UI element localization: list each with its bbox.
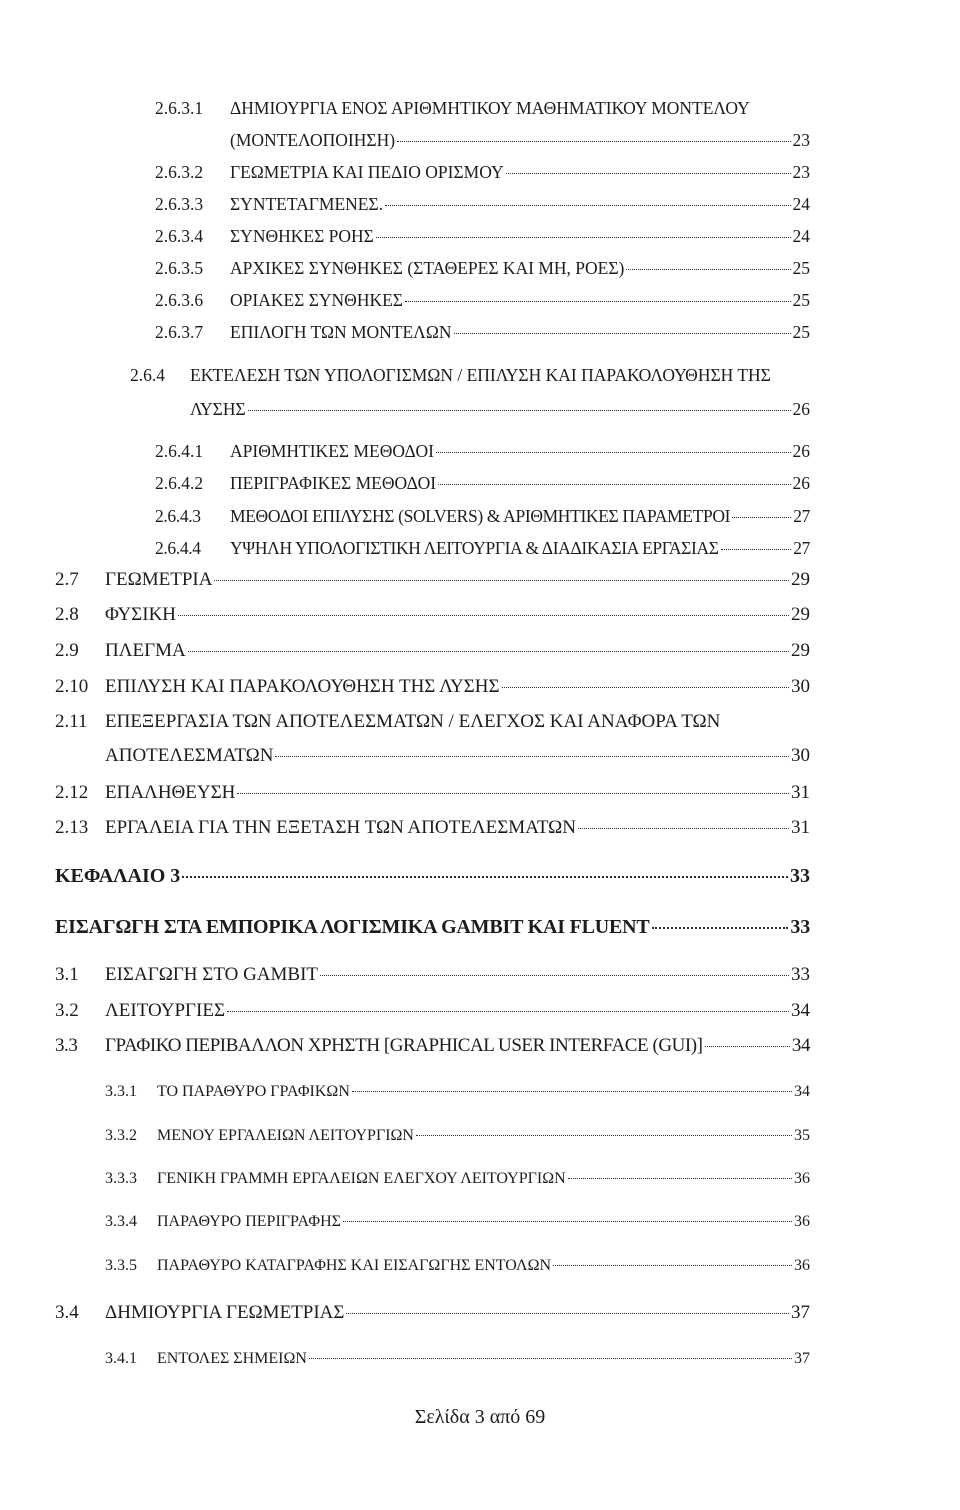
toc-entry-number: 3.4.1 [105, 1350, 137, 1367]
dot-leader [732, 517, 791, 518]
toc-entry-number: 2.9 [55, 640, 79, 661]
dot-leader [568, 1178, 792, 1179]
toc-entry [155, 161, 810, 183]
toc-entry-continuation [190, 398, 810, 420]
toc-entry-number: 3.3.1 [105, 1083, 137, 1100]
dot-leader [705, 1046, 790, 1047]
dot-leader [385, 205, 790, 206]
toc-entry [55, 711, 810, 733]
toc-entry [105, 1211, 810, 1233]
dot-leader [343, 1221, 792, 1222]
toc-entry-number: 2.10 [55, 676, 89, 697]
toc-entry-title: ΜΕΝΟΥ ΕΡΓΑΛΕΙΩΝ ΛΕΙΤΟΥΡΓΙΩΝ [157, 1127, 414, 1144]
toc-entry-page: 29 [791, 569, 810, 590]
toc-entry-title: ΕΡΓΑΛΕΙΑ ΓΙΑ ΤΗΝ ΕΞΕΤΑΣΗ ΤΩΝ ΑΠΟΤΕΛΕΣΜΑΤΩΝ [105, 817, 576, 838]
toc-entry-page: 33 [791, 964, 810, 985]
dot-leader [454, 333, 791, 334]
toc-entry-number: 2.12 [55, 782, 89, 803]
toc-entry-number: 3.3.3 [105, 1170, 137, 1187]
toc-entry-title: ΣΥΝΤΕΤΑΓΜΕΝΕΣ. [230, 194, 384, 214]
toc-entry-title: ΠΑΡΑΘΥΡΟ ΠΕΡΙΓΡΑΦΗΣ [157, 1213, 341, 1230]
toc-entry [105, 1348, 810, 1370]
toc-entry [55, 964, 810, 986]
dot-leader [436, 452, 791, 453]
toc-entry [155, 257, 810, 279]
toc-entry-number: 2.6.4.2 [155, 473, 204, 493]
toc-entry [155, 289, 810, 311]
toc-entry-title: ΑΡΙΘΜΗΤΙΚΕΣ ΜΕΘΟΔΟΙ [230, 441, 434, 461]
toc-entry-title-cont: ΛΥΣΗΣ [190, 399, 246, 419]
toc-entry-page: 37 [791, 1302, 810, 1323]
toc-entry-number: 2.13 [55, 817, 89, 838]
toc-entry [105, 1255, 810, 1277]
toc-entry-title: ΓΕΩΜΕΤΡΙΑ ΚΑΙ ΠΕΔΙΟ ΟΡΙΣΜΟΥ [230, 162, 504, 182]
toc-entry-number: 3.3.2 [105, 1127, 137, 1144]
toc-entry-continuation [230, 129, 810, 151]
toc-entry-number: 3.3 [55, 1035, 78, 1056]
dot-leader [578, 828, 789, 829]
toc-entry-page: 27 [793, 538, 810, 558]
toc-entry-title: ΥΨΗΛΗ ΥΠΟΛΟΓΙΣΤΙΚΗ ΛΕΙΤΟΥΡΓΙΑ & ΔΙΑΔΙΚΑΣΙΑ ΕΡΓΑΣΙΑΣ [230, 538, 719, 558]
dot-leader [214, 580, 789, 581]
toc-entry-page: 33 [790, 916, 810, 938]
toc-entry-page: 24 [792, 194, 810, 214]
dot-leader [502, 687, 789, 688]
toc-entry-page: 23 [792, 162, 810, 182]
toc-entry-title: ΑΡΧΙΚΕΣ ΣΥΝΘΗΚΕΣ (ΣΤΑΘΕΡΕΣ ΚΑΙ ΜΗ, ΡΟΕΣ) [230, 258, 625, 278]
dot-leader [721, 549, 792, 550]
toc-entry-number: 3.1 [55, 964, 79, 985]
toc-entry [155, 193, 810, 215]
toc-entry-number: 2.6.4 [130, 365, 165, 385]
toc-entry-page: 36 [794, 1257, 810, 1274]
toc-entry-page: 35 [794, 1127, 810, 1144]
toc-entry-page: 27 [793, 506, 810, 526]
toc-entry-title: ΦΥΣΙΚΗ [105, 604, 177, 625]
toc-entry-page: 29 [791, 640, 810, 661]
toc-entry-page: 29 [791, 604, 810, 625]
toc-chapter-entry [55, 865, 810, 887]
dot-leader [438, 484, 790, 485]
toc-entry-title: ΤΟ ΠΑΡΑΘΥΡΟ ΓΡΑΦΙΚΩΝ [157, 1083, 350, 1100]
dot-leader [405, 301, 791, 302]
dot-leader [652, 927, 789, 929]
toc-entry-title: ΓΡΑΦΙΚΟ ΠΕΡΙΒΑΛΛΟΝ ΧΡΗΣΤΗ [GRAPHICAL USER INTERFACE (GUI)] [105, 1035, 703, 1056]
toc-entry-title: ΕΠΕΞΕΡΓΑΣΙΑ ΤΩΝ ΑΠΟΤΕΛΕΣΜΑΤΩΝ / ΕΛΕΓΧΟΣ ΚΑΙ ΑΝΑΦΟΡΑ ΤΩΝ [105, 711, 721, 732]
toc-entry-number: 3.4 [55, 1302, 79, 1323]
toc-entry-title: ΠΕΡΙΓΡΑΦΙΚΕΣ ΜΕΘΟΔΟΙ [230, 473, 437, 493]
dot-leader [188, 651, 789, 652]
toc-entry-title: ΕΠΑΛΗΘΕΥΣΗ [105, 782, 236, 803]
toc-entry-page: 26 [792, 399, 810, 419]
dot-leader [275, 756, 789, 757]
page-footer: Σελίδα 3 από 69 [414, 1406, 546, 1428]
dot-leader [376, 237, 791, 238]
toc-entry-title: ΕΚΤΕΛΕΣΗ ΤΩΝ ΥΠΟΛΟΓΙΣΜΩΝ / ΕΠΙΛΥΣΗ ΚΑΙ ΠΑΡΑΚΟΛΟΥΘΗΣΗ ΤΗΣ [190, 365, 771, 385]
dot-leader [182, 876, 788, 878]
toc-entry-page: 24 [792, 226, 810, 246]
toc-entry-number: 2.6.3.3 [155, 194, 204, 214]
dot-leader [178, 615, 789, 616]
toc-entry-title: ΜΕΘΟΔΟΙ ΕΠΙΛΥΣΗΣ (SOLVERS) & ΑΡΙΘΜΗΤΙΚΕΣ ΠΑΡΑΜΕΤΡΟΙ [230, 506, 731, 526]
toc-entry [155, 537, 810, 559]
toc-entry-number: 3.3.5 [105, 1257, 137, 1274]
toc-entry-title: ΓΕΩΜΕΤΡΙΑ [105, 569, 213, 590]
toc-entry-number: 2.6.3.7 [155, 322, 204, 342]
toc-entry-number: 3.2 [55, 1000, 79, 1021]
toc-entry-page: 31 [791, 782, 810, 803]
toc-entry-title: ΕΝΤΟΛΕΣ ΣΗΜΕΙΩΝ [157, 1350, 307, 1367]
toc-entry [55, 1302, 810, 1324]
toc-entry [55, 640, 810, 662]
dot-leader [237, 793, 789, 794]
toc-entry [155, 97, 810, 119]
dot-leader [352, 1091, 792, 1092]
toc-entry-page: 36 [794, 1213, 810, 1230]
toc-entry-page: 25 [792, 322, 810, 342]
dot-leader [506, 173, 791, 174]
toc-entry-number: 2.11 [55, 711, 88, 732]
dot-leader [346, 1313, 789, 1314]
toc-entry [55, 1000, 810, 1022]
toc-entry-title: ΓΕΝΙΚΗ ΓΡΑΜΜΗ ΕΡΓΑΛΕΙΩΝ ΕΛΕΓΧΟΥ ΛΕΙΤΟΥΡΓΙΩΝ [157, 1170, 566, 1187]
toc-entry-number: 2.7 [55, 569, 79, 590]
toc-entry-page: 36 [794, 1170, 810, 1187]
toc-entry [130, 364, 810, 386]
toc-chapter-title: ΕΙΣΑΓΩΓΗ ΣΤΑ ΕΜΠΟΡΙΚΑ ΛΟΓΙΣΜΙΚΑ GAMBIT ΚΑΙ FLUENT [55, 916, 650, 938]
toc-entry-title: ΔΗΜΙΟΥΡΓΙΑ ΕΝΟΣ ΑΡΙΘΜΗΤΙΚΟΥ ΜΑΘΗΜΑΤΙΚΟΥ ΜΟΝΤΕΛΟΥ [230, 98, 750, 118]
toc-entry-page: 26 [792, 441, 810, 461]
toc-chapter-title: ΚΕΦΑΛΑΙΟ 3 [55, 865, 181, 887]
toc-entry-title: ΕΠΙΛΥΣΗ ΚΑΙ ΠΑΡΑΚΟΛΟΥΘΗΣΗ ΤΗΣ ΛΥΣΗΣ [105, 676, 500, 697]
toc-entry-page: 25 [792, 258, 810, 278]
toc-entry-page: 23 [792, 130, 810, 150]
toc-entry-number: 2.6.3.5 [155, 258, 204, 278]
toc-entry-page: 33 [790, 865, 810, 887]
toc-entry-number: 2.6.4.3 [155, 506, 201, 526]
toc-chapter-entry [55, 916, 810, 938]
toc-entry-number: 2.6.4.1 [155, 441, 204, 461]
toc-entry-number: 2.6.4.4 [155, 538, 201, 558]
toc-entry [55, 604, 810, 626]
toc-entry-title: ΠΛΕΓΜΑ [105, 640, 186, 661]
toc-entry-number: 2.6.3.2 [155, 162, 204, 182]
toc-entry-title: ΕΙΣΑΓΩΓΗ ΣΤΟ GAMBIT [105, 964, 319, 985]
toc-entry-number: 2.6.3.1 [155, 98, 204, 118]
toc-entry-page: 30 [791, 745, 810, 766]
toc-entry-title: ΟΡΙΑΚΕΣ ΣΥΝΘΗΚΕΣ [230, 290, 403, 310]
toc-entry-page: 37 [794, 1350, 810, 1367]
dot-leader [626, 269, 790, 270]
toc-entry-title: ΣΥΝΘΗΚΕΣ ΡΟΗΣ [230, 226, 374, 246]
dot-leader [553, 1265, 792, 1266]
dot-leader [320, 975, 789, 976]
toc-entry-number: 3.3.4 [105, 1213, 137, 1230]
toc-entry-page: 34 [791, 1035, 810, 1056]
toc-entry-page: 34 [794, 1083, 810, 1100]
toc-entry-title-cont: (ΜΟΝΤΕΛΟΠΟΙΗΣΗ) [230, 130, 396, 150]
dot-leader [227, 1011, 789, 1012]
toc-entry-title: ΔΗΜΙΟΥΡΓΙΑ ΓΕΩΜΕΤΡΙΑΣ [105, 1302, 345, 1323]
dot-leader [309, 1358, 792, 1359]
toc-entry [155, 321, 810, 343]
toc-entry-page: 30 [791, 676, 810, 697]
toc-entry-page: 26 [792, 473, 810, 493]
toc-entry [155, 505, 810, 527]
toc-entry-number: 2.6.3.6 [155, 290, 204, 310]
toc-entry [55, 782, 810, 804]
toc-entry [55, 1035, 810, 1057]
toc-entry [55, 569, 810, 591]
toc-entry [105, 1125, 810, 1147]
toc-entry-number: 2.8 [55, 604, 79, 625]
toc-entry [105, 1168, 810, 1190]
toc-entry-page: 31 [791, 817, 810, 838]
toc-entry-title: ΠΑΡΑΘΥΡΟ ΚΑΤΑΓΡΑΦΗΣ ΚΑΙ ΕΙΣΑΓΩΓΗΣ ΕΝΤΟΛΩΝ [157, 1257, 552, 1274]
toc-entry-title: ΛΕΙΤΟΥΡΓΙΕΣ [105, 1000, 226, 1021]
toc-entry-page: 34 [791, 1000, 810, 1021]
dot-leader [416, 1135, 792, 1136]
toc-entry [155, 440, 810, 462]
toc-entry [105, 1081, 810, 1103]
toc-entry [55, 817, 810, 839]
toc-entry-number: 2.6.3.4 [155, 226, 204, 246]
toc-entry-title-cont: ΑΠΟΤΕΛΕΣΜΑΤΩΝ [105, 745, 274, 766]
dot-leader [248, 410, 791, 411]
dot-leader [397, 141, 790, 142]
toc-entry-title: ΕΠΙΛΟΓΗ ΤΩΝ ΜΟΝΤΕΛΩΝ [230, 322, 452, 342]
toc-entry [155, 225, 810, 247]
toc-entry-continuation [105, 745, 810, 767]
toc-entry [55, 676, 810, 698]
toc-entry-page: 25 [792, 290, 810, 310]
toc-entry [155, 472, 810, 494]
